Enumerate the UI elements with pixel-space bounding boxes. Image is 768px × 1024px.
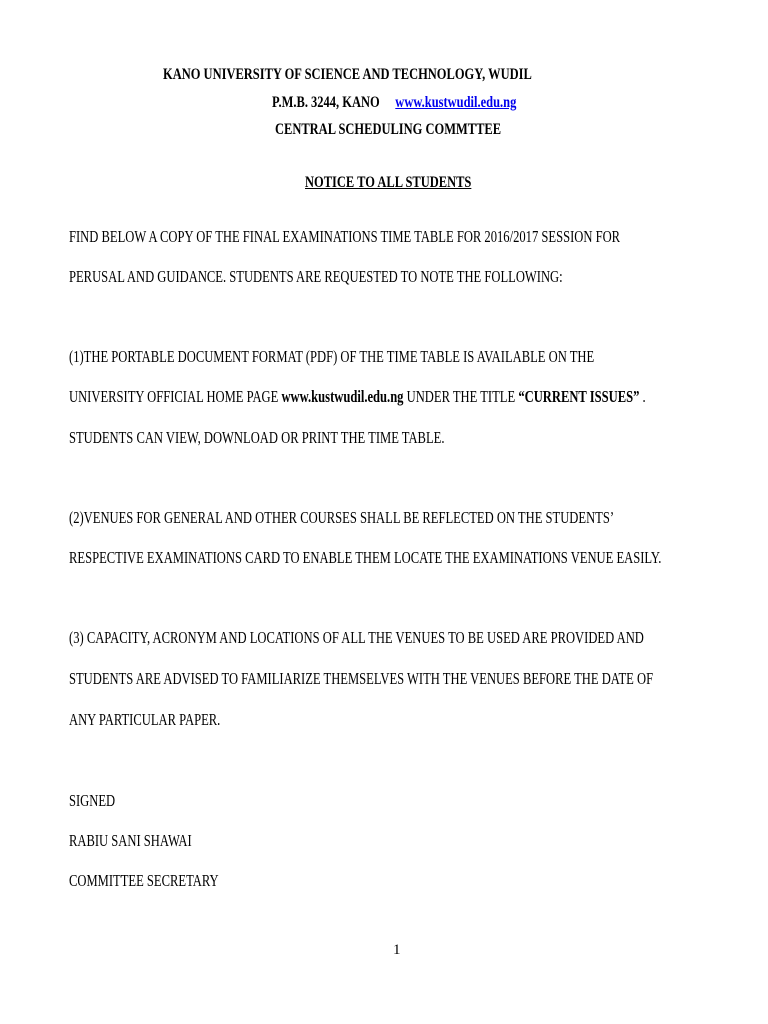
point1-line-2-text-c: . bbox=[639, 387, 646, 406]
point1-line-3: STUDENTS CAN VIEW, DOWNLOAD OR PRINT THE TIME TABLE. bbox=[69, 428, 445, 447]
committee-name: CENTRAL SCHEDULING COMMTTEE bbox=[275, 121, 502, 138]
point2-line-2: RESPECTIVE EXAMINATIONS CARD TO ENABLE THEM LOCATE THE EXAMINATIONS VENUE EASILY. bbox=[69, 548, 662, 567]
official-url-text: www.kustwudil.edu.ng bbox=[281, 387, 404, 406]
point1-line-2-text-b: UNDER THE TITLE bbox=[403, 387, 519, 406]
postal-address: P.M.B. 3244, KANO bbox=[272, 94, 380, 111]
current-issues-title: “CURRENT ISSUES” bbox=[518, 387, 640, 406]
website-link[interactable]: www.kustwudil.edu.ng bbox=[395, 94, 517, 111]
point3-line-1: (3) CAPACITY, ACRONYM AND LOCATIONS OF ALL THE VENUES TO BE USED ARE PROVIDED AND bbox=[69, 628, 644, 647]
signed-label: SIGNED bbox=[69, 791, 116, 810]
point3-line-3: ANY PARTICULAR PAPER. bbox=[69, 710, 221, 729]
page-number: 1 bbox=[393, 942, 401, 958]
university-name: KANO UNIVERSITY OF SCIENCE AND TECHNOLOGY, WUDIL bbox=[163, 66, 532, 83]
point3-line-2: STUDENTS ARE ADVISED TO FAMILIARIZE THEMSELVES WITH THE VENUES BEFORE THE DATE OF bbox=[69, 669, 654, 688]
point1-line-1: (1)THE PORTABLE DOCUMENT FORMAT (PDF) OF THE TIME TABLE IS AVAILABLE ON THE bbox=[69, 347, 595, 366]
notice-title: NOTICE TO ALL STUDENTS bbox=[305, 174, 472, 191]
point2-line-1: (2)VENUES FOR GENERAL AND OTHER COURSES SHALL BE REFLECTED ON THE STUDENTS’ bbox=[69, 508, 615, 527]
intro-line-2: PERUSAL AND GUIDANCE. STUDENTS ARE REQUESTED TO NOTE THE FOLLOWING: bbox=[69, 267, 563, 286]
intro-line-1: FIND BELOW A COPY OF THE FINAL EXAMINATIONS TIME TABLE FOR 2016/2017 SESSION FOR bbox=[69, 227, 621, 246]
point1-line-2-text-a: UNIVERSITY OFFICIAL HOME PAGE bbox=[69, 387, 282, 406]
signatory-title: COMMITTEE SECRETARY bbox=[69, 871, 219, 890]
point1-line-2 bbox=[69, 387, 646, 407]
address-line bbox=[272, 94, 516, 112]
signatory-name: RABIU SANI SHAWAI bbox=[69, 831, 192, 850]
